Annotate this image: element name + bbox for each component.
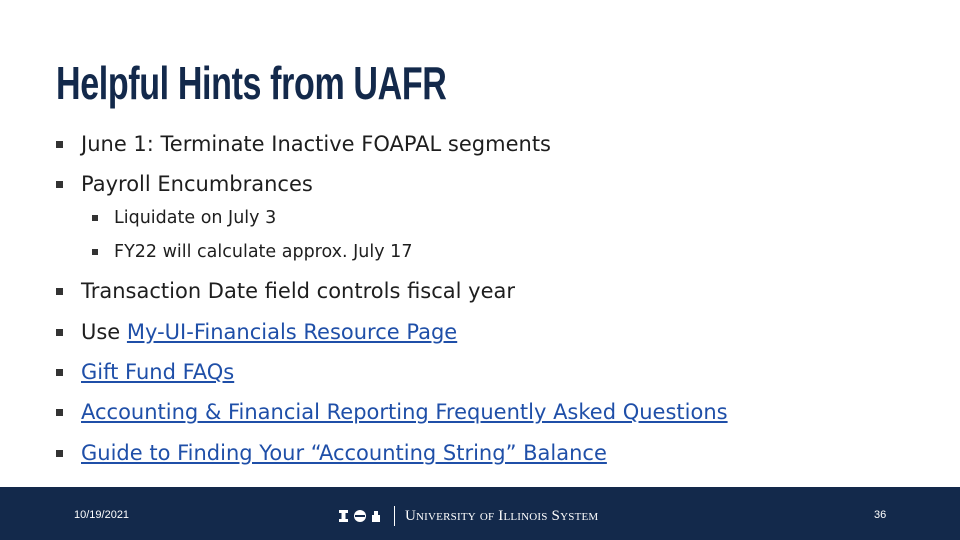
bullet-item	[56, 172, 313, 196]
bullet-text: Liquidate on July 3	[114, 208, 277, 228]
bullet-text: June 1: Terminate Inactive FOAPAL segments	[81, 132, 551, 156]
bullet-square-icon	[56, 409, 63, 416]
bullet-text: Transaction Date field controls fiscal year	[81, 279, 516, 303]
gift-fund-faqs-link[interactable]: Gift Fund FAQs	[81, 360, 235, 384]
bullet-item	[56, 132, 551, 156]
resource-page-link[interactable]: My-UI-Financials Resource Page	[126, 320, 458, 344]
bullet-prefix: Use	[81, 320, 127, 344]
bullet-item	[56, 360, 234, 384]
bullet-square-icon	[56, 329, 63, 336]
bullet-square-icon	[56, 369, 63, 376]
accounting-faq-link[interactable]: Accounting & Financial Reporting Frequently Asked Questions	[81, 400, 728, 424]
accounting-string-guide-link[interactable]: Guide to Finding Your “Accounting String” Balance	[81, 441, 607, 465]
sub-bullet-item	[92, 208, 276, 228]
bullet-item	[56, 279, 515, 303]
logo-divider	[394, 506, 395, 526]
university-name: University of Illinois System	[405, 507, 599, 524]
bullet-item	[56, 320, 457, 344]
page-number: 36	[874, 509, 887, 521]
footer-date: 10/19/2021	[74, 509, 130, 521]
bullet-square-icon	[56, 141, 63, 148]
slide-title: Helpful Hints from UAFR	[56, 57, 447, 109]
campus-marks-icon	[338, 508, 384, 524]
bullet-square-icon	[92, 249, 98, 255]
university-logo	[338, 506, 598, 526]
footer-bar	[0, 487, 960, 540]
bullet-item	[56, 441, 607, 465]
bullet-text: Payroll Encumbrances	[81, 172, 313, 196]
bullet-square-icon	[56, 181, 63, 188]
bullet-text: FY22 will calculate approx. July 17	[114, 242, 413, 262]
bullet-item	[56, 400, 728, 424]
bullet-square-icon	[56, 288, 63, 295]
bullet-square-icon	[92, 215, 98, 221]
bullet-square-icon	[56, 450, 63, 457]
sub-bullet-item	[92, 242, 412, 262]
